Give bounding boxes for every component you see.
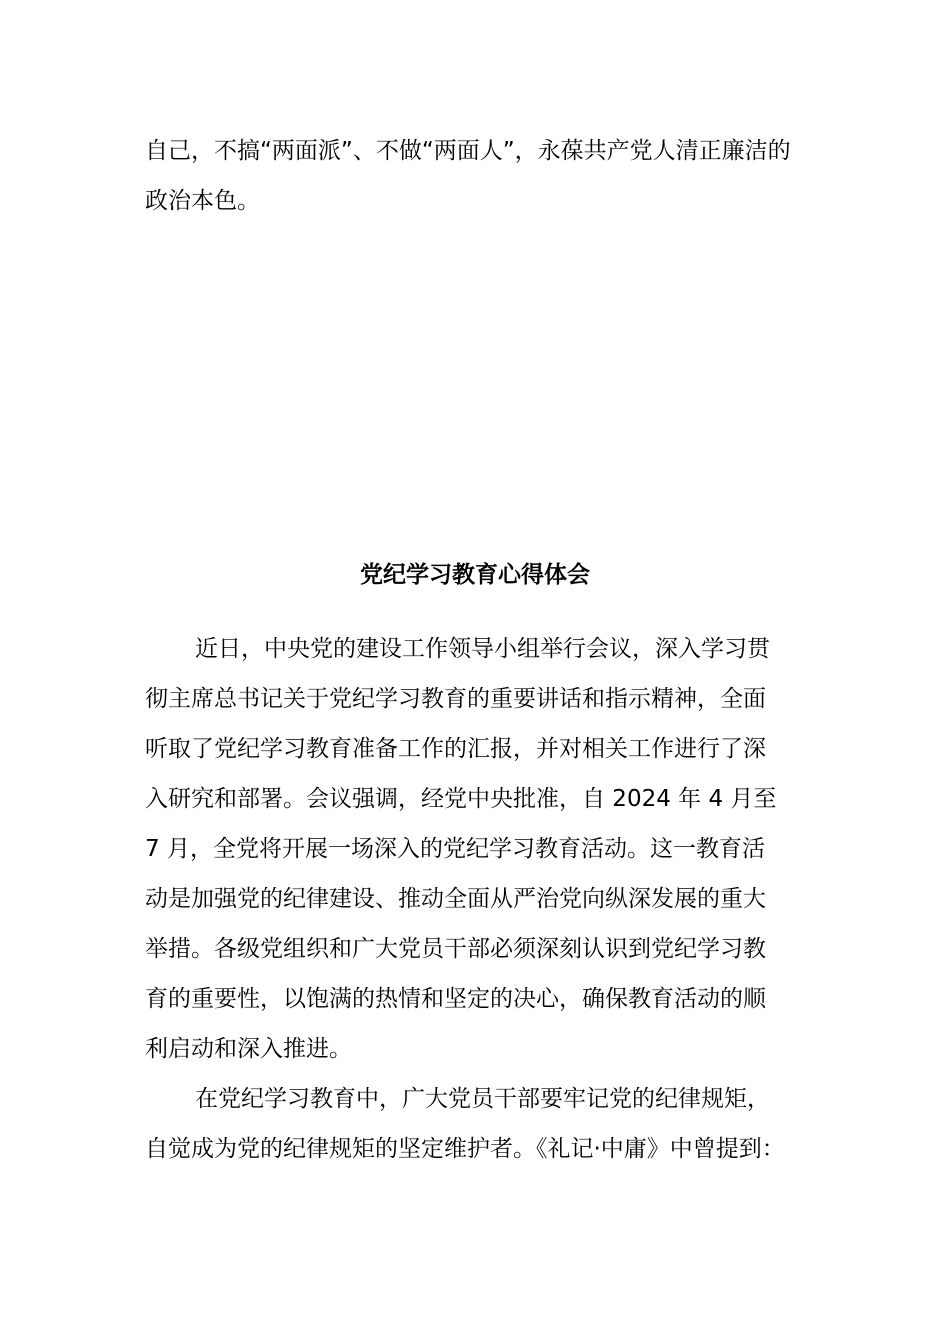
text-line: 入研究和部署。会议强调，经党中央批准，自 2024 年 4 月至 [145, 786, 777, 812]
text-line: 政治本色。 [145, 188, 260, 214]
text-line: 听取了党纪学习教育准备工作的汇报，并对相关工作进行了深 [145, 736, 766, 762]
text-line: 彻主席总书记关于党纪学习教育的重要讲话和指示精神，全面 [145, 686, 766, 712]
text-line: 利启动和深入推进。 [145, 1036, 352, 1062]
text-line: 7 月，全党将开展一场深入的党纪学习教育活动。这一教育活 [145, 836, 765, 862]
text-line: 自觉成为党的纪律规矩的坚定维护者。《礼记·中庸》中曾提到： [145, 1136, 785, 1162]
article-title: 党纪学习教育心得体会 [360, 562, 590, 588]
text-line: 举措。各级党组织和广大党员干部必须深刻认识到党纪学习教 [145, 936, 766, 962]
text-line: 在党纪学习教育中，广大党员干部要牢记党的纪律规矩， [195, 1086, 770, 1112]
text-line: 育的重要性，以饱满的热情和坚定的决心，确保教育活动的顺 [145, 986, 766, 1012]
text-line: 自己，不搞“两面派”、不做“两面人”，永葆共产党人清正廉洁的 [145, 138, 791, 164]
text-line: 动是加强党的纪律建设、推动全面从严治党向纵深发展的重大 [145, 886, 766, 912]
text-line: 近日，中央党的建设工作领导小组举行会议，深入学习贯 [195, 636, 770, 662]
